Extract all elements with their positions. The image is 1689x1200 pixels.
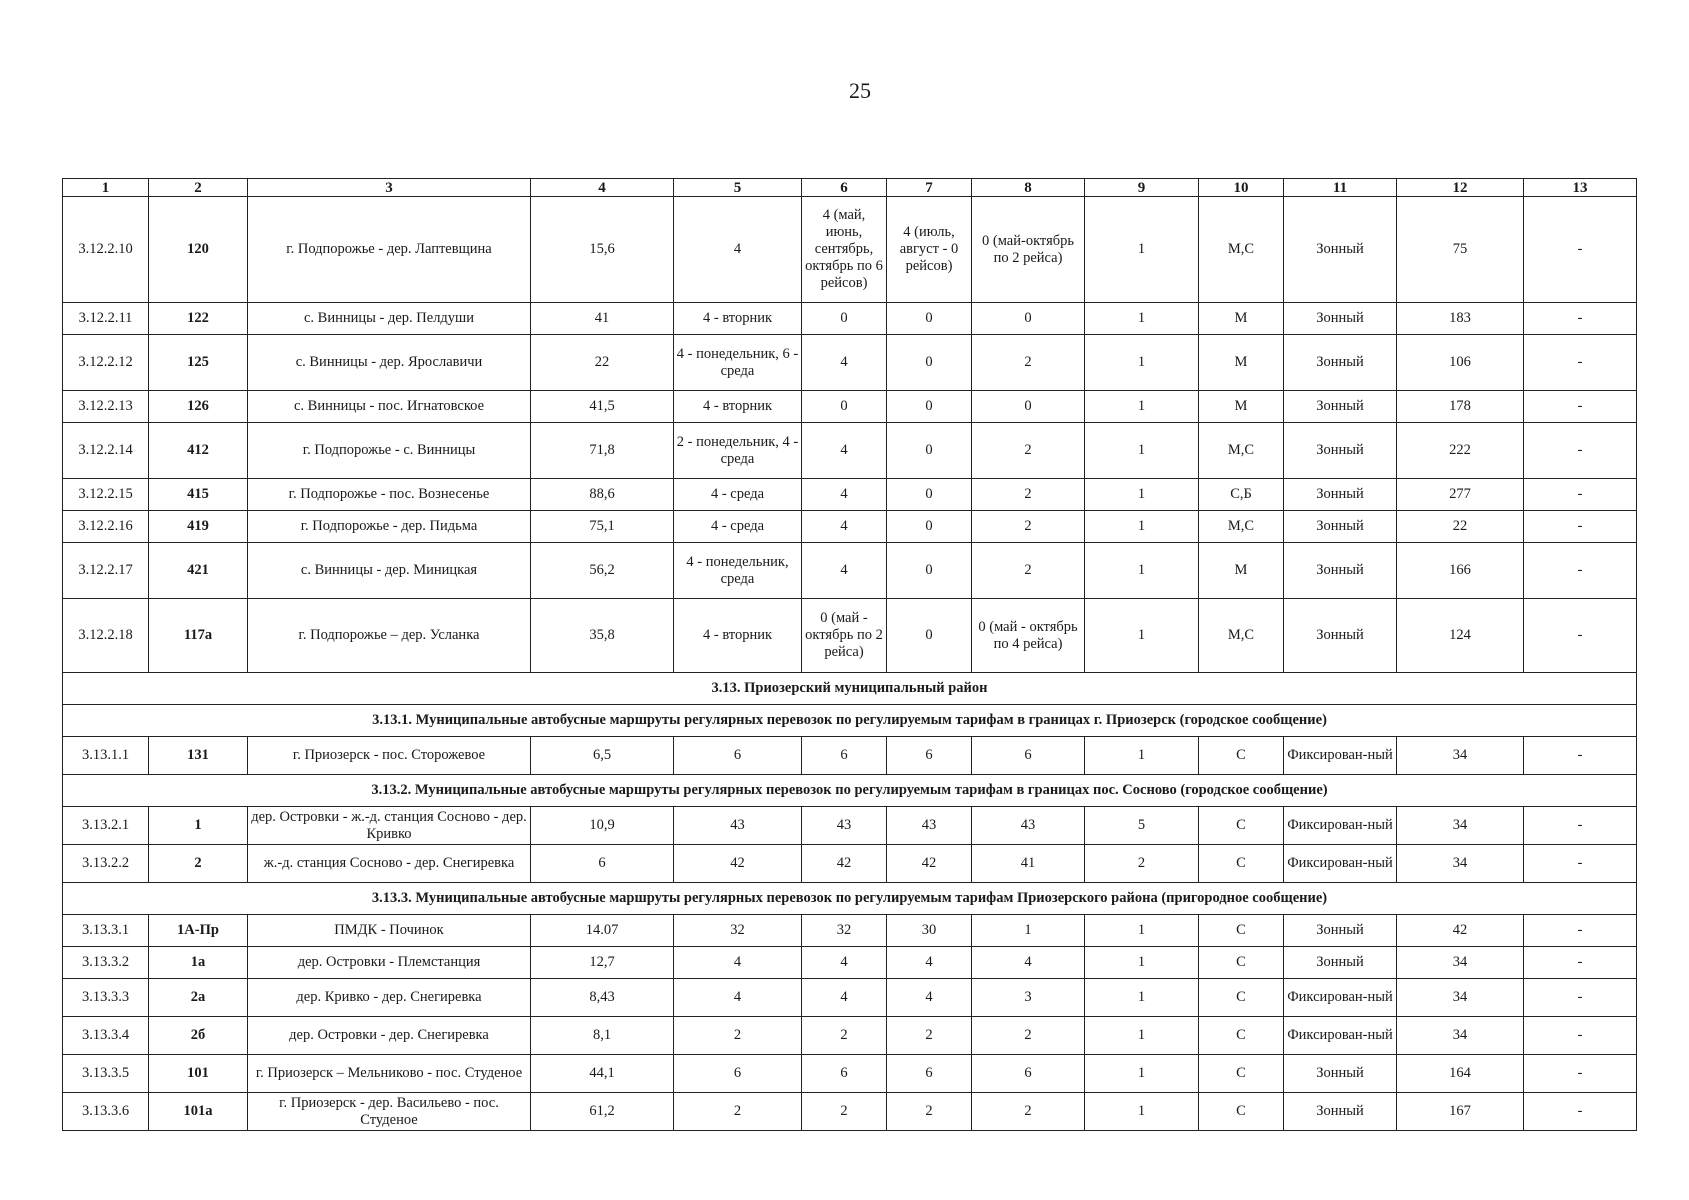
cell-col9: 1 — [1085, 391, 1199, 423]
cell-col12: 166 — [1397, 543, 1524, 599]
cell-col8: 1 — [972, 915, 1085, 947]
cell-col9: 5 — [1085, 807, 1199, 845]
cell-path: с. Винницы - дер. Миницкая — [248, 543, 531, 599]
table-row — [63, 979, 1637, 1017]
section-heading-row — [63, 883, 1637, 915]
cell-route: 131 — [149, 737, 248, 775]
cell-col7: 42 — [887, 845, 972, 883]
cell-col11: Зонный — [1284, 197, 1397, 303]
cell-col6: 2 — [802, 1017, 887, 1055]
cell-col10: С — [1199, 915, 1284, 947]
cell-col8: 0 — [972, 303, 1085, 335]
cell-col9: 1 — [1085, 1055, 1199, 1093]
cell-col5: 4 — [674, 947, 802, 979]
cell-col11: Зонный — [1284, 543, 1397, 599]
cell-col6: 0 — [802, 391, 887, 423]
cell-col12: 34 — [1397, 947, 1524, 979]
cell-col10: С — [1199, 1017, 1284, 1055]
cell-col13: - — [1524, 1017, 1637, 1055]
cell-col5: 2 — [674, 1017, 802, 1055]
cell-col7: 0 — [887, 335, 972, 391]
cell-path: дер. Островки - ж.-д. станция Сосново - дер. Кривко — [248, 807, 531, 845]
cell-col8: 2 — [972, 423, 1085, 479]
cell-length: 35,8 — [531, 599, 674, 673]
cell-col5: 2 — [674, 1093, 802, 1131]
cell-col6: 0 — [802, 303, 887, 335]
cell-col7: 0 — [887, 303, 972, 335]
cell-col13: - — [1524, 737, 1637, 775]
table-row — [63, 1093, 1637, 1131]
cell-path: ж.-д. станция Сосново - дер. Снегиревка — [248, 845, 531, 883]
cell-length: 56,2 — [531, 543, 674, 599]
cell-route: 120 — [149, 197, 248, 303]
column-header: 13 — [1524, 179, 1637, 197]
district-heading-row — [63, 673, 1637, 705]
cell-col11: Фиксирован-ный — [1284, 979, 1397, 1017]
cell-col6: 4 — [802, 979, 887, 1017]
cell-col9: 1 — [1085, 915, 1199, 947]
cell-length: 10,9 — [531, 807, 674, 845]
cell-path: г. Подпорожье - дер. Пидьма — [248, 511, 531, 543]
cell-route: 101 — [149, 1055, 248, 1093]
cell-col12: 34 — [1397, 845, 1524, 883]
cell-col5: 4 - вторник — [674, 303, 802, 335]
table-row — [63, 543, 1637, 599]
table-row — [63, 479, 1637, 511]
table-row — [63, 511, 1637, 543]
cell-col11: Зонный — [1284, 947, 1397, 979]
cell-col12: 34 — [1397, 979, 1524, 1017]
cell-col9: 1 — [1085, 979, 1199, 1017]
cell-col9: 1 — [1085, 1017, 1199, 1055]
cell-col13: - — [1524, 947, 1637, 979]
cell-col6: 4 — [802, 335, 887, 391]
cell-col12: 75 — [1397, 197, 1524, 303]
cell-path: г. Приозерск – Мельниково - пос. Студеное — [248, 1055, 531, 1093]
cell-path: дер. Кривко - дер. Снегиревка — [248, 979, 531, 1017]
cell-col5: 4 - среда — [674, 479, 802, 511]
cell-number: 3.12.2.16 — [63, 511, 149, 543]
cell-col8: 2 — [972, 479, 1085, 511]
cell-col6: 43 — [802, 807, 887, 845]
cell-col13: - — [1524, 335, 1637, 391]
section-heading: 3.13.3. Муниципальные автобусные маршруты регулярных перевозок по регулируемым тарифам Приозерского района (пригородное сообщение) — [63, 883, 1637, 915]
cell-length: 41,5 — [531, 391, 674, 423]
cell-col7: 4 — [887, 947, 972, 979]
cell-length: 15,6 — [531, 197, 674, 303]
cell-length: 6 — [531, 845, 674, 883]
cell-col6: 32 — [802, 915, 887, 947]
cell-col6: 6 — [802, 737, 887, 775]
cell-col10: М — [1199, 543, 1284, 599]
cell-col13: - — [1524, 915, 1637, 947]
cell-length: 41 — [531, 303, 674, 335]
cell-col8: 3 — [972, 979, 1085, 1017]
cell-col6: 0 (май - октябрь по 2 рейса) — [802, 599, 887, 673]
column-header: 9 — [1085, 179, 1199, 197]
cell-number: 3.13.3.6 — [63, 1093, 149, 1131]
cell-number: 3.13.3.5 — [63, 1055, 149, 1093]
cell-number: 3.13.2.2 — [63, 845, 149, 883]
cell-col10: С — [1199, 845, 1284, 883]
cell-col7: 0 — [887, 599, 972, 673]
cell-number: 3.13.3.4 — [63, 1017, 149, 1055]
section-heading: 3.13.2. Муниципальные автобусные маршруты регулярных перевозок по регулируемым тарифам в границах пос. Сосново (городское сообщение) — [63, 775, 1637, 807]
cell-col10: М — [1199, 335, 1284, 391]
cell-col11: Зонный — [1284, 915, 1397, 947]
cell-col5: 4 - понедельник, 6 - среда — [674, 335, 802, 391]
cell-length: 44,1 — [531, 1055, 674, 1093]
cell-col12: 167 — [1397, 1093, 1524, 1131]
cell-number: 3.12.2.11 — [63, 303, 149, 335]
cell-col13: - — [1524, 423, 1637, 479]
section-heading-row — [63, 775, 1637, 807]
cell-col5: 4 — [674, 197, 802, 303]
cell-col11: Зонный — [1284, 1055, 1397, 1093]
cell-col11: Зонный — [1284, 423, 1397, 479]
cell-col6: 4 (май, июнь, сентябрь, октябрь по 6 рейсов) — [802, 197, 887, 303]
column-header: 12 — [1397, 179, 1524, 197]
cell-col7: 0 — [887, 423, 972, 479]
cell-col13: - — [1524, 599, 1637, 673]
cell-col6: 42 — [802, 845, 887, 883]
cell-col7: 0 — [887, 391, 972, 423]
section-heading: 3.13.1. Муниципальные автобусные маршруты регулярных перевозок по регулируемым тарифам в границах г. Приозерск (городское сообщение) — [63, 705, 1637, 737]
cell-col7: 43 — [887, 807, 972, 845]
cell-route: 1А-Пр — [149, 915, 248, 947]
cell-col7: 4 — [887, 979, 972, 1017]
cell-col10: С,Б — [1199, 479, 1284, 511]
column-header: 2 — [149, 179, 248, 197]
cell-col9: 1 — [1085, 1093, 1199, 1131]
table-row — [63, 391, 1637, 423]
cell-route: 2 — [149, 845, 248, 883]
cell-path: г. Подпорожье - пос. Вознесенье — [248, 479, 531, 511]
cell-col7: 6 — [887, 737, 972, 775]
cell-col10: С — [1199, 1055, 1284, 1093]
cell-col8: 2 — [972, 335, 1085, 391]
table-row — [63, 335, 1637, 391]
cell-col9: 1 — [1085, 543, 1199, 599]
cell-col11: Фиксирован-ный — [1284, 807, 1397, 845]
cell-col9: 1 — [1085, 335, 1199, 391]
column-header: 1 — [63, 179, 149, 197]
cell-col11: Фиксирован-ный — [1284, 1017, 1397, 1055]
cell-col10: М,С — [1199, 197, 1284, 303]
cell-length: 88,6 — [531, 479, 674, 511]
column-header: 8 — [972, 179, 1085, 197]
cell-col9: 1 — [1085, 599, 1199, 673]
cell-route: 2а — [149, 979, 248, 1017]
cell-route: 412 — [149, 423, 248, 479]
cell-col5: 4 — [674, 979, 802, 1017]
cell-col5: 4 - вторник — [674, 391, 802, 423]
cell-path: г. Подпорожье – дер. Усланка — [248, 599, 531, 673]
cell-col6: 6 — [802, 1055, 887, 1093]
cell-length: 75,1 — [531, 511, 674, 543]
district-heading: 3.13. Приозерский муниципальный район — [63, 673, 1637, 705]
cell-number: 3.12.2.18 — [63, 599, 149, 673]
cell-col7: 0 — [887, 543, 972, 599]
table-row — [63, 1017, 1637, 1055]
cell-col8: 6 — [972, 1055, 1085, 1093]
cell-col8: 41 — [972, 845, 1085, 883]
cell-col10: С — [1199, 979, 1284, 1017]
cell-col13: - — [1524, 543, 1637, 599]
cell-col12: 164 — [1397, 1055, 1524, 1093]
cell-route: 421 — [149, 543, 248, 599]
cell-col12: 183 — [1397, 303, 1524, 335]
cell-col5: 32 — [674, 915, 802, 947]
cell-col10: М — [1199, 303, 1284, 335]
cell-route: 415 — [149, 479, 248, 511]
cell-col12: 106 — [1397, 335, 1524, 391]
column-header: 4 — [531, 179, 674, 197]
cell-number: 3.12.2.15 — [63, 479, 149, 511]
cell-route: 122 — [149, 303, 248, 335]
cell-col12: 277 — [1397, 479, 1524, 511]
cell-col12: 178 — [1397, 391, 1524, 423]
column-header: 3 — [248, 179, 531, 197]
cell-col11: Зонный — [1284, 303, 1397, 335]
cell-col11: Зонный — [1284, 599, 1397, 673]
table-row — [63, 197, 1637, 303]
cell-number: 3.12.2.17 — [63, 543, 149, 599]
cell-path: дер. Островки - Племстанция — [248, 947, 531, 979]
cell-path: г. Приозерск - дер. Васильево - пос. Студеное — [248, 1093, 531, 1131]
cell-col10: С — [1199, 947, 1284, 979]
cell-col9: 1 — [1085, 947, 1199, 979]
routes-table — [62, 178, 1637, 1131]
cell-route: 126 — [149, 391, 248, 423]
cell-col13: - — [1524, 511, 1637, 543]
cell-col5: 4 - вторник — [674, 599, 802, 673]
cell-path: с. Винницы - дер. Ярославичи — [248, 335, 531, 391]
cell-col11: Фиксирован-ный — [1284, 845, 1397, 883]
cell-col8: 0 (май - октябрь по 4 рейса) — [972, 599, 1085, 673]
cell-path: г. Подпорожье - дер. Лаптевщина — [248, 197, 531, 303]
cell-col6: 4 — [802, 423, 887, 479]
cell-col5: 42 — [674, 845, 802, 883]
cell-col9: 1 — [1085, 479, 1199, 511]
cell-col5: 43 — [674, 807, 802, 845]
cell-col10: С — [1199, 807, 1284, 845]
cell-route: 101а — [149, 1093, 248, 1131]
cell-col7: 30 — [887, 915, 972, 947]
cell-col10: М,С — [1199, 599, 1284, 673]
cell-col11: Зонный — [1284, 511, 1397, 543]
cell-col9: 1 — [1085, 303, 1199, 335]
cell-col12: 34 — [1397, 1017, 1524, 1055]
cell-col12: 222 — [1397, 423, 1524, 479]
column-header: 11 — [1284, 179, 1397, 197]
cell-col10: М,С — [1199, 423, 1284, 479]
cell-col7: 2 — [887, 1093, 972, 1131]
cell-col5: 4 - понедельник, среда — [674, 543, 802, 599]
table-row — [63, 807, 1637, 845]
table-body — [63, 179, 1637, 1131]
cell-number: 3.13.3.1 — [63, 915, 149, 947]
cell-length: 8,1 — [531, 1017, 674, 1055]
cell-col9: 2 — [1085, 845, 1199, 883]
cell-length: 6,5 — [531, 737, 674, 775]
cell-col13: - — [1524, 391, 1637, 423]
cell-length: 12,7 — [531, 947, 674, 979]
cell-route: 1а — [149, 947, 248, 979]
cell-col12: 42 — [1397, 915, 1524, 947]
cell-col10: М,С — [1199, 511, 1284, 543]
cell-col9: 1 — [1085, 197, 1199, 303]
table-row — [63, 423, 1637, 479]
cell-col6: 4 — [802, 947, 887, 979]
cell-col11: Зонный — [1284, 335, 1397, 391]
cell-path: с. Винницы - пос. Игнатовское — [248, 391, 531, 423]
cell-col6: 4 — [802, 511, 887, 543]
cell-col13: - — [1524, 1093, 1637, 1131]
cell-col11: Зонный — [1284, 1093, 1397, 1131]
cell-length: 14.07 — [531, 915, 674, 947]
cell-route: 419 — [149, 511, 248, 543]
table-row — [63, 915, 1637, 947]
cell-path: г. Приозерск - пос. Сторожевое — [248, 737, 531, 775]
cell-length: 8,43 — [531, 979, 674, 1017]
cell-length: 22 — [531, 335, 674, 391]
cell-number: 3.13.1.1 — [63, 737, 149, 775]
cell-col8: 2 — [972, 1017, 1085, 1055]
cell-path: ПМДК - Починок — [248, 915, 531, 947]
cell-col8: 0 — [972, 391, 1085, 423]
cell-col7: 6 — [887, 1055, 972, 1093]
cell-number: 3.13.3.2 — [63, 947, 149, 979]
column-header: 7 — [887, 179, 972, 197]
table-row — [63, 1055, 1637, 1093]
cell-number: 3.12.2.10 — [63, 197, 149, 303]
cell-col13: - — [1524, 1055, 1637, 1093]
cell-col8: 2 — [972, 511, 1085, 543]
cell-col12: 22 — [1397, 511, 1524, 543]
cell-col13: - — [1524, 979, 1637, 1017]
cell-path: с. Винницы - дер. Пелдуши — [248, 303, 531, 335]
cell-col5: 6 — [674, 737, 802, 775]
table-row — [63, 845, 1637, 883]
cell-col5: 2 - понедельник, 4 - среда — [674, 423, 802, 479]
cell-col9: 1 — [1085, 737, 1199, 775]
cell-col9: 1 — [1085, 423, 1199, 479]
cell-col13: - — [1524, 807, 1637, 845]
cell-col11: Фиксирован-ный — [1284, 737, 1397, 775]
cell-path: дер. Островки - дер. Снегиревка — [248, 1017, 531, 1055]
cell-number: 3.12.2.12 — [63, 335, 149, 391]
cell-col12: 124 — [1397, 599, 1524, 673]
cell-col13: - — [1524, 479, 1637, 511]
cell-col5: 6 — [674, 1055, 802, 1093]
table-row — [63, 599, 1637, 673]
cell-col12: 34 — [1397, 737, 1524, 775]
cell-col13: - — [1524, 845, 1637, 883]
cell-col11: Зонный — [1284, 479, 1397, 511]
cell-route: 2б — [149, 1017, 248, 1055]
cell-col8: 0 (май-октябрь по 2 рейса) — [972, 197, 1085, 303]
section-heading-row — [63, 705, 1637, 737]
cell-col7: 0 — [887, 511, 972, 543]
cell-route: 125 — [149, 335, 248, 391]
cell-number: 3.12.2.14 — [63, 423, 149, 479]
cell-length: 61,2 — [531, 1093, 674, 1131]
table-row — [63, 947, 1637, 979]
cell-path: г. Подпорожье - с. Винницы — [248, 423, 531, 479]
cell-col5: 4 - среда — [674, 511, 802, 543]
cell-col13: - — [1524, 197, 1637, 303]
cell-col7: 4 (июль, август - 0 рейсов) — [887, 197, 972, 303]
cell-col12: 34 — [1397, 807, 1524, 845]
column-header: 6 — [802, 179, 887, 197]
cell-route: 1 — [149, 807, 248, 845]
cell-col10: М — [1199, 391, 1284, 423]
column-header: 5 — [674, 179, 802, 197]
header-row — [63, 179, 1637, 197]
cell-col7: 2 — [887, 1017, 972, 1055]
cell-col11: Зонный — [1284, 391, 1397, 423]
cell-col6: 2 — [802, 1093, 887, 1131]
cell-number: 3.12.2.13 — [63, 391, 149, 423]
cell-col7: 0 — [887, 479, 972, 511]
cell-col8: 2 — [972, 543, 1085, 599]
cell-col9: 1 — [1085, 511, 1199, 543]
page-number: 25 — [849, 78, 871, 103]
cell-col6: 4 — [802, 543, 887, 599]
cell-col8: 43 — [972, 807, 1085, 845]
cell-number: 3.13.2.1 — [63, 807, 149, 845]
table-row — [63, 737, 1637, 775]
cell-col8: 6 — [972, 737, 1085, 775]
cell-col6: 4 — [802, 479, 887, 511]
cell-col10: С — [1199, 737, 1284, 775]
cell-number: 3.13.3.3 — [63, 979, 149, 1017]
cell-col8: 2 — [972, 1093, 1085, 1131]
cell-length: 71,8 — [531, 423, 674, 479]
cell-col8: 4 — [972, 947, 1085, 979]
cell-col13: - — [1524, 303, 1637, 335]
table-row — [63, 303, 1637, 335]
cell-col10: С — [1199, 1093, 1284, 1131]
cell-route: 117а — [149, 599, 248, 673]
column-header: 10 — [1199, 179, 1284, 197]
